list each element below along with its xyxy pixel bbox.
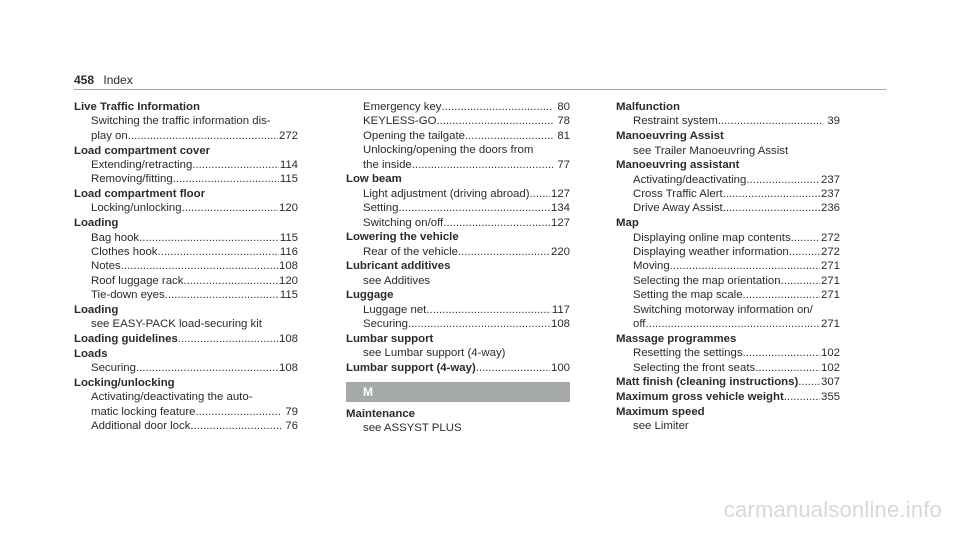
index-term: Manoeuvring Assist — [616, 130, 724, 143]
subentry-label: Displaying weather information — [633, 245, 789, 258]
index-subentry-row — [616, 288, 840, 302]
page-reference[interactable]: 115 — [279, 231, 298, 244]
index-subentry-row — [616, 187, 840, 201]
index-entry — [346, 230, 570, 259]
subentry-label: Activating/deactivating — [633, 173, 747, 186]
page-reference[interactable]: 115 — [279, 289, 298, 302]
page-reference[interactable]: 120 — [278, 202, 298, 215]
page-reference[interactable]: 78 — [557, 115, 570, 128]
subentry-label: Notes — [91, 260, 121, 273]
index-term: Live Traffic Information — [74, 101, 200, 113]
dot-leader — [442, 100, 554, 114]
dot-leader — [178, 332, 278, 346]
subentry-label: Selecting the front seats — [633, 361, 756, 374]
index-term: Loading — [74, 217, 119, 230]
index-subentry-row — [616, 274, 840, 288]
page-reference[interactable]: 127 — [550, 187, 570, 200]
dot-leader — [723, 201, 820, 215]
page-reference[interactable]: 271 — [820, 274, 840, 287]
watermark: carmanualsonline.info — [723, 497, 942, 522]
page-reference[interactable]: 271 — [820, 317, 840, 330]
index-subentry-row — [346, 317, 570, 331]
index-entry — [74, 187, 298, 216]
dot-leader — [798, 375, 820, 389]
index-subentry-row — [346, 216, 570, 230]
see-reference[interactable]: see ASSYST PLUS — [363, 421, 462, 434]
index-term-row — [74, 332, 298, 346]
letter-separator: M — [346, 382, 570, 402]
dot-leader — [158, 245, 279, 259]
index-entry — [616, 332, 840, 375]
dot-leader — [476, 361, 550, 375]
index-subentry-row — [74, 129, 298, 143]
page-reference[interactable]: 127 — [550, 216, 570, 229]
subentry-label: Light adjustment (driving abroad) — [363, 187, 530, 200]
dot-leader — [746, 173, 820, 187]
page-reference[interactable]: 271 — [820, 260, 840, 273]
index-entry — [616, 390, 840, 404]
index-entry — [346, 361, 570, 375]
subentry-label: Restraint system — [633, 115, 718, 128]
subentry-label: KEYLESS-GO — [363, 115, 437, 128]
subentry-label: Roof luggage rack — [91, 274, 184, 287]
dot-leader — [139, 231, 279, 245]
index-subentry-row — [346, 158, 570, 172]
index-subentry-row — [74, 231, 298, 245]
dot-leader — [121, 259, 278, 273]
dot-leader — [408, 317, 550, 331]
index-entry — [74, 347, 298, 376]
dot-leader — [128, 129, 278, 143]
subentry-label: Moving — [633, 260, 670, 273]
index-term: Locking/unlocking — [74, 376, 175, 389]
page-reference[interactable]: 108 — [278, 332, 298, 345]
index-subentry-row — [346, 100, 570, 114]
dot-leader — [192, 158, 279, 172]
page-reference[interactable]: 120 — [278, 274, 298, 287]
subentry-line: Activating/deactivating the auto- — [91, 391, 253, 404]
index-subentry-row — [616, 201, 840, 215]
subentry-label: Selecting the map orientation — [633, 274, 781, 287]
dot-leader — [670, 259, 820, 273]
index-subentry-row — [74, 245, 298, 259]
page-reference[interactable]: 108 — [278, 260, 298, 273]
dot-leader — [182, 201, 278, 215]
dot-leader — [398, 201, 550, 215]
index-entry — [74, 100, 298, 143]
subentry-label: Setting — [363, 202, 399, 215]
page-reference[interactable]: 355 — [820, 390, 840, 403]
index-term: Load compartment floor — [74, 188, 205, 201]
dot-leader — [190, 419, 281, 433]
dot-leader — [743, 288, 820, 302]
index-subentry-row — [346, 201, 570, 215]
index-entry — [346, 332, 570, 361]
index-subentry-row — [616, 231, 840, 245]
index-entry — [616, 216, 840, 331]
subentry-label: play on — [91, 129, 128, 142]
dot-leader — [426, 303, 550, 317]
dot-leader — [195, 405, 281, 419]
dot-leader — [723, 187, 820, 201]
index-term: Loading guidelines — [74, 332, 178, 345]
see-reference[interactable]: see Additives — [363, 274, 431, 287]
subentry-label: the inside — [363, 158, 412, 171]
index-entry — [616, 405, 840, 434]
subentry-line: Switching motorway information on/ — [633, 303, 813, 316]
index-term-row — [616, 390, 840, 404]
see-reference[interactable]: see Limiter — [633, 420, 689, 433]
index-column-3 — [616, 100, 840, 434]
index-term: Low beam — [346, 173, 402, 186]
dot-leader — [183, 274, 278, 288]
index-term: Lowering the vehicle — [346, 231, 459, 244]
index-subentry-row — [74, 172, 298, 186]
index-entry — [74, 332, 298, 346]
dot-leader — [173, 172, 279, 186]
index-entry — [74, 376, 298, 434]
page-reference[interactable]: 272 — [820, 245, 840, 258]
index-entry — [346, 407, 570, 436]
page-reference[interactable]: 134 — [550, 202, 570, 215]
page-reference[interactable]: 77 — [557, 158, 570, 171]
page-reference[interactable]: 117 — [551, 303, 570, 316]
index-entry — [616, 375, 840, 389]
page-reference[interactable]: 116 — [279, 245, 298, 258]
page-reference[interactable]: 102 — [820, 347, 840, 360]
subentry-label: Cross Traffic Alert — [633, 188, 723, 201]
index-subentry-row — [616, 173, 840, 187]
index-term: Maximum gross vehicle weight — [616, 390, 784, 403]
dot-leader — [791, 231, 820, 245]
index-term: Luggage — [346, 289, 394, 302]
index-subentry-row — [74, 158, 298, 172]
dot-leader — [718, 114, 823, 128]
subentry-label: Tie-down eyes — [91, 289, 165, 302]
index-subentry-row — [346, 114, 570, 128]
index-term: Load compartment cover — [74, 144, 211, 157]
index-term: Malfunction — [616, 101, 680, 113]
index-column-1 — [74, 100, 298, 434]
index-subentry-row — [74, 259, 298, 273]
page-reference[interactable]: 80 — [557, 101, 570, 113]
dot-leader — [412, 158, 553, 172]
subentry-label: Additional door lock — [91, 420, 191, 433]
index-subentry-row — [616, 259, 840, 273]
dot-leader — [755, 361, 820, 375]
index-entry — [74, 144, 298, 187]
index-subentry-row — [616, 245, 840, 259]
index-term: Maintenance — [346, 407, 415, 420]
page-reference[interactable]: 81 — [557, 129, 570, 142]
index-entry — [74, 216, 298, 302]
subentry-label: Switching on/off — [363, 216, 444, 229]
subentry-label: matic locking feature — [91, 405, 196, 418]
index-term: Lubricant additives — [346, 260, 451, 273]
dot-leader — [784, 390, 820, 404]
dot-leader — [645, 317, 820, 331]
subentry-line: Switching the traffic information dis- — [91, 115, 271, 128]
index-term: Loads — [74, 347, 108, 360]
subentry-label: Drive Away Assist — [633, 202, 723, 215]
dot-leader — [789, 245, 820, 259]
page-reference[interactable]: 236 — [820, 202, 840, 215]
page-reference[interactable]: 102 — [820, 361, 840, 374]
subentry-label: Rear of the vehicle — [363, 245, 458, 258]
page-reference[interactable]: 115 — [279, 173, 298, 186]
subentry-label: Luggage net — [363, 303, 427, 316]
index-entry — [346, 259, 570, 288]
index-term: Lumbar support — [346, 332, 434, 345]
index-subentry-row — [346, 303, 570, 317]
subentry-label: Securing — [91, 362, 136, 375]
dot-leader — [458, 245, 550, 259]
index-subentry-row — [346, 129, 570, 143]
index-term-row — [616, 375, 840, 389]
see-reference[interactable]: see EASY-PACK load-securing kit — [91, 318, 262, 331]
page-reference[interactable]: 108 — [278, 362, 298, 375]
index-subentry-row — [616, 361, 840, 375]
subentry-label: Emergency key — [363, 101, 442, 113]
index-entry — [346, 172, 570, 230]
dot-leader — [443, 216, 550, 230]
see-reference[interactable]: see Lumbar support (4-way) — [363, 347, 506, 360]
index-subentry-row — [616, 317, 840, 331]
page-reference[interactable]: 272 — [278, 129, 298, 142]
page-reference[interactable]: 237 — [820, 173, 840, 186]
page-reference[interactable]: 114 — [279, 158, 298, 171]
page-header — [74, 73, 133, 87]
dot-leader — [436, 114, 553, 128]
index-term-row — [346, 361, 570, 375]
subentry-label: Setting the map scale — [633, 289, 743, 302]
index-term: Loading — [74, 303, 119, 316]
index-entry — [616, 100, 840, 129]
index-subentry-row — [346, 245, 570, 259]
index-entry — [346, 288, 570, 331]
subentry-label: Resetting the settings — [633, 347, 743, 360]
subentry-label: off — [633, 317, 646, 330]
page-number: 458 — [74, 73, 95, 87]
index-entry — [346, 100, 570, 172]
index-subentry-row — [74, 274, 298, 288]
subentry-label: Securing — [363, 318, 408, 331]
index-subentry-row — [74, 419, 298, 433]
dot-leader — [165, 288, 279, 302]
page-reference[interactable]: 76 — [285, 420, 298, 433]
see-reference[interactable]: see Trailer Manoeuvring Assist — [633, 144, 789, 157]
subentry-label: Bag hook — [91, 231, 140, 244]
index-subentry-row — [346, 187, 570, 201]
page-reference[interactable]: 272 — [820, 231, 840, 244]
index-column-2 — [346, 100, 570, 436]
page-reference[interactable]: 237 — [820, 188, 840, 201]
index-term: Maximum speed — [616, 405, 705, 418]
index-term: Lumbar support (4-way) — [346, 362, 476, 375]
index-subentry-row — [74, 405, 298, 419]
subentry-label: Locking/unlocking — [91, 202, 182, 215]
dot-leader — [530, 187, 550, 201]
subentry-line: Unlocking/opening the doors from — [363, 144, 534, 157]
dot-leader — [781, 274, 820, 288]
index-term: Manoeuvring assistant — [616, 159, 740, 172]
page-section-title: Index — [103, 73, 133, 87]
index-subentry-row — [74, 361, 298, 375]
page-reference[interactable]: 108 — [550, 318, 570, 331]
subentry-label: Opening the tailgate — [363, 129, 465, 142]
index-term: Massage programmes — [616, 332, 737, 345]
dot-leader — [465, 129, 553, 143]
page-reference[interactable]: 100 — [550, 362, 570, 375]
page-reference[interactable]: 271 — [820, 289, 840, 302]
page-reference[interactable]: 307 — [820, 376, 840, 389]
page-reference[interactable]: 79 — [285, 405, 298, 418]
page-reference[interactable]: 220 — [550, 245, 570, 258]
index-entry — [616, 158, 840, 216]
index-entry — [616, 129, 840, 158]
index-subentry-row — [616, 114, 840, 128]
index-term: Matt finish (cleaning instructions) — [616, 376, 799, 389]
dot-leader — [136, 361, 278, 375]
subentry-label: Clothes hook — [91, 245, 158, 258]
subentry-label: Removing/fitting — [91, 173, 173, 186]
header-divider — [74, 89, 886, 90]
index-subentry-row — [74, 288, 298, 302]
subentry-label: Extending/retracting — [91, 158, 193, 171]
index-subentry-row — [74, 201, 298, 215]
dot-leader — [743, 346, 820, 360]
index-subentry-row — [616, 346, 840, 360]
subentry-label: Displaying online map contents — [633, 231, 791, 244]
index-term: Map — [616, 217, 639, 230]
page-reference[interactable]: 39 — [827, 115, 840, 128]
index-entry — [74, 303, 298, 332]
